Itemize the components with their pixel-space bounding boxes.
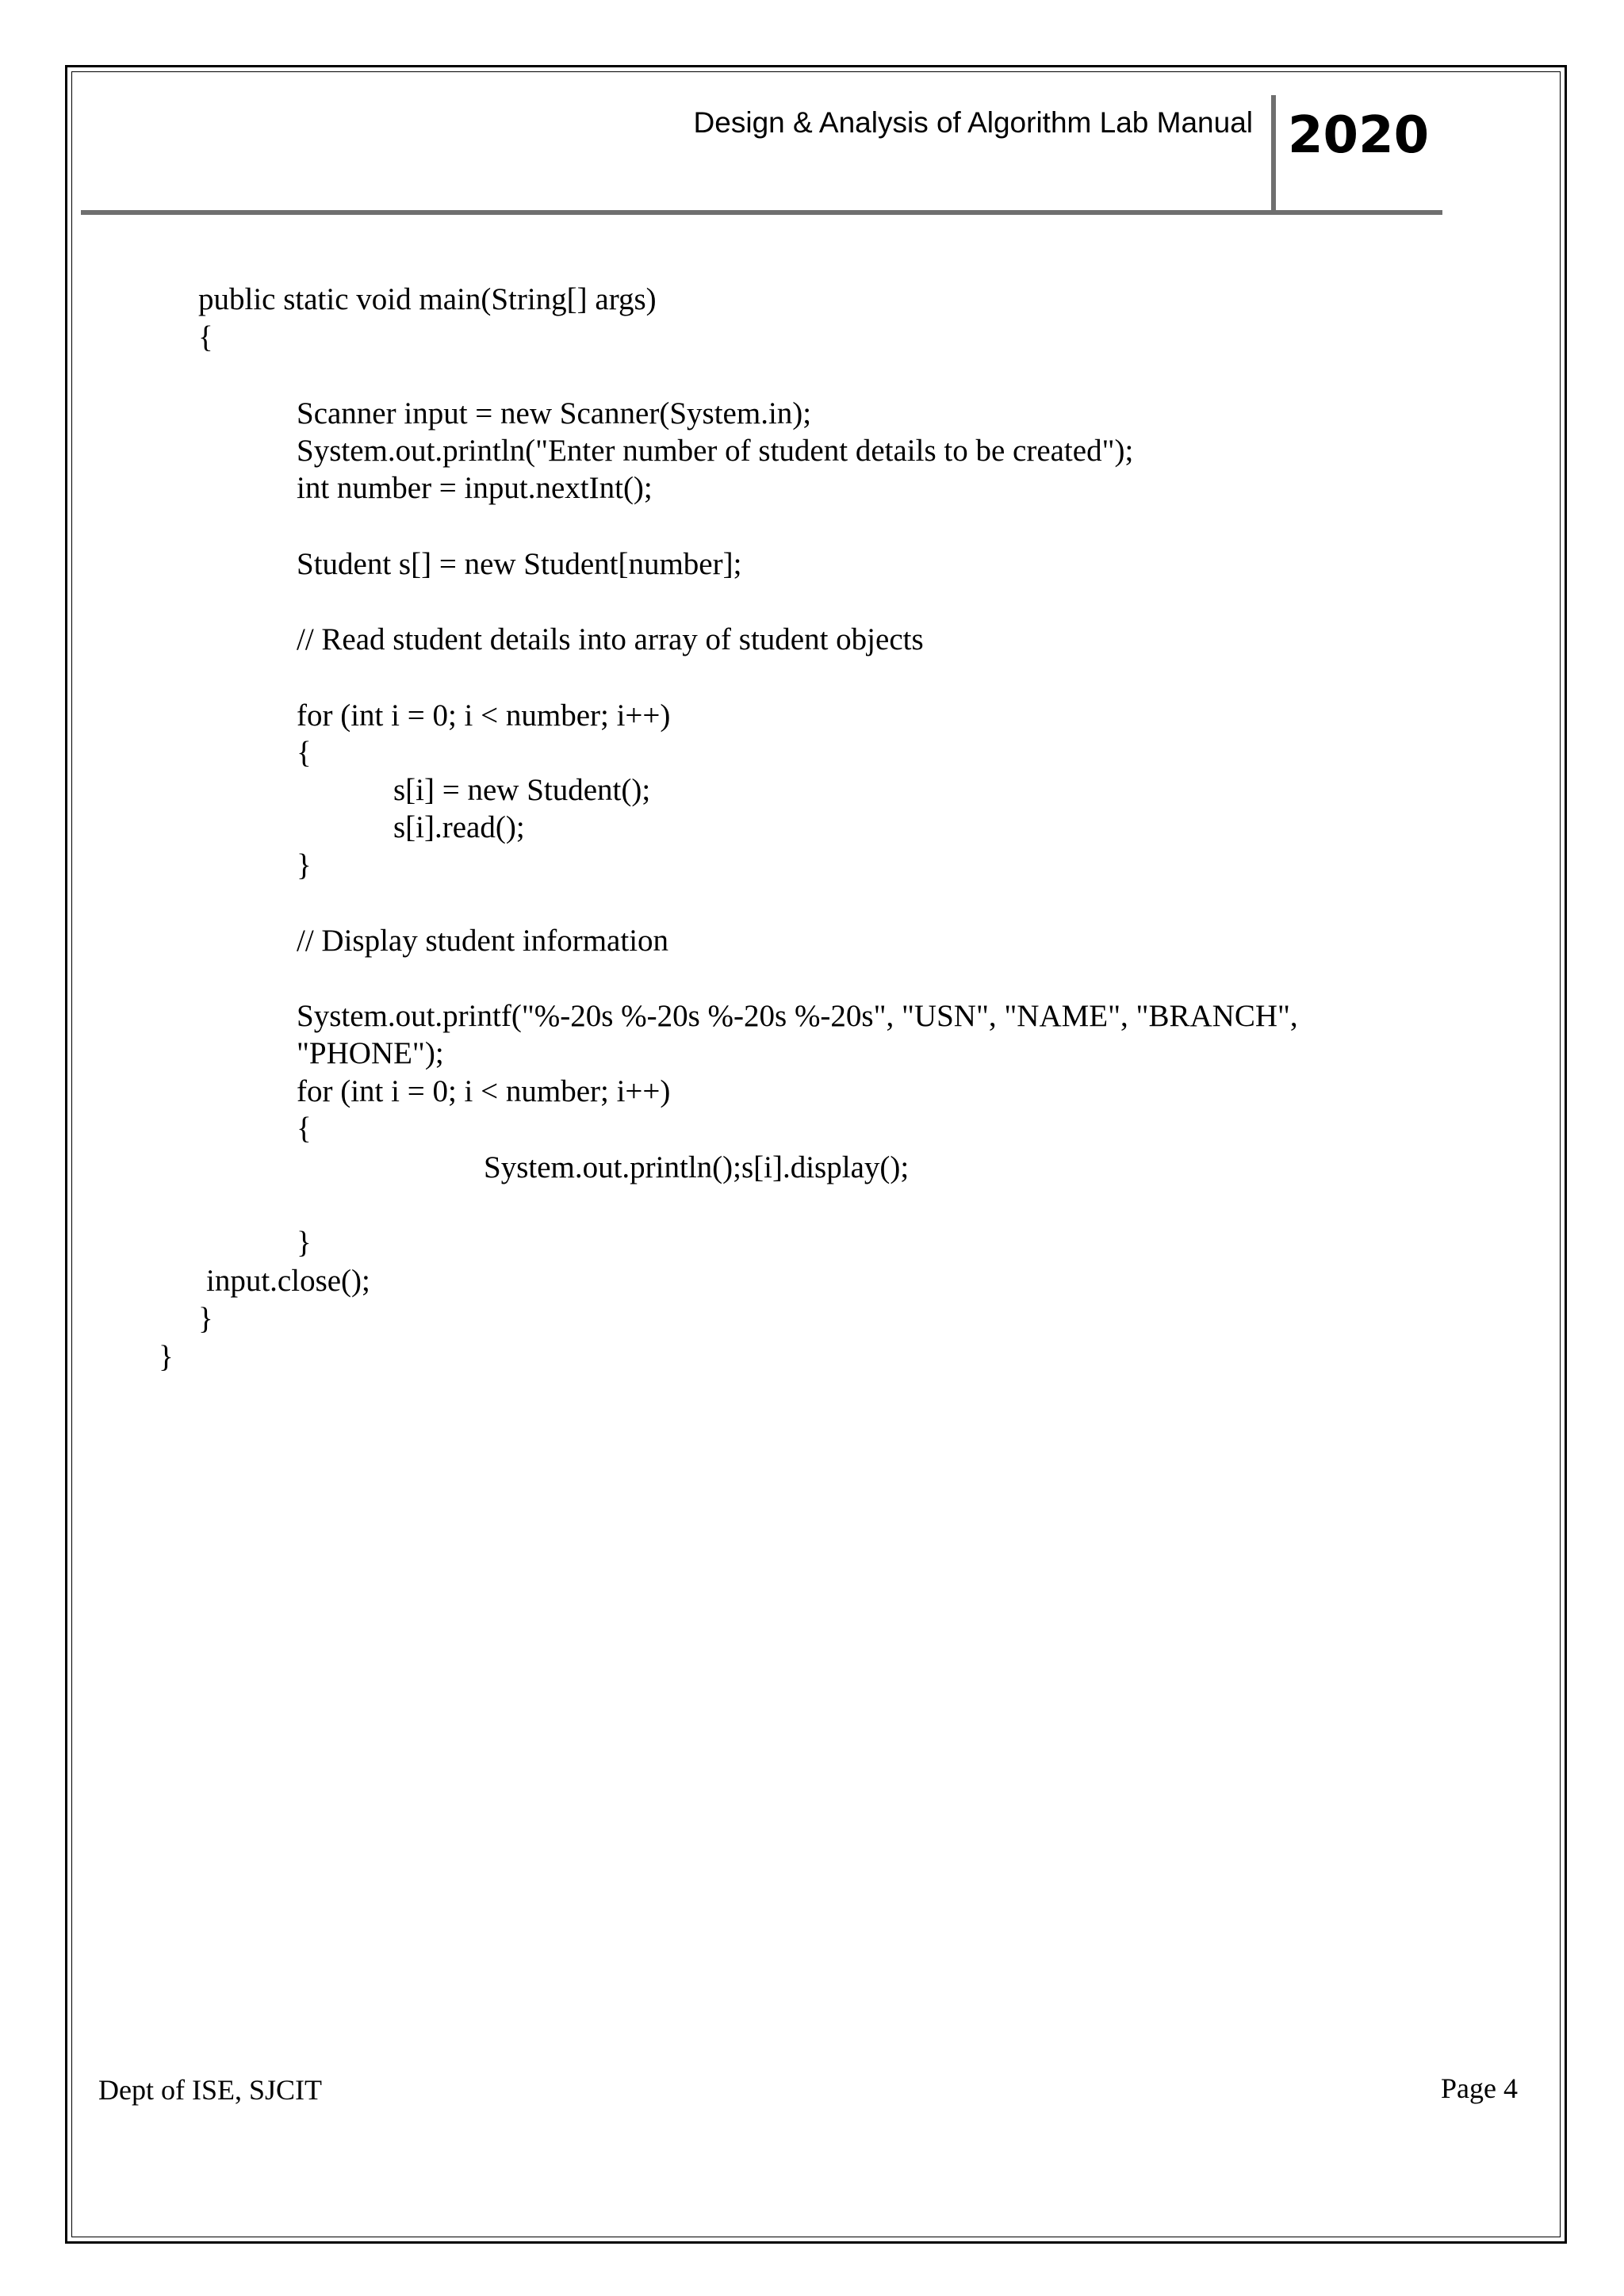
code-line: "PHONE");	[297, 1036, 444, 1070]
code-line: input.close();	[206, 1264, 370, 1298]
code-line: // Display student information	[297, 924, 669, 958]
code-line: {	[198, 320, 213, 354]
code-line: }	[198, 1302, 213, 1336]
code-line: Scanner input = new Scanner(System.in);	[297, 396, 812, 430]
code-line: System.out.println();s[i].display();	[484, 1150, 910, 1184]
footer-department: Dept of ISE, SJCIT	[98, 2074, 322, 2106]
code-line: Student s[] = new Student[number];	[297, 547, 742, 581]
code-line: System.out.println("Enter number of student details to be created");	[297, 434, 1134, 468]
header-divider-horizontal	[81, 210, 1442, 215]
code-line: System.out.printf("%-20s %-20s %-20s %-20s", "USN", "NAME", "BRANCH",	[297, 999, 1298, 1033]
code-line: for (int i = 0; i < number; i++)	[297, 1074, 671, 1108]
header-title: Design & Analysis of Algorithm Lab Manual	[693, 106, 1253, 139]
code-line: {	[297, 736, 312, 770]
code-line: }	[159, 1340, 174, 1374]
code-line: int number = input.nextInt();	[297, 471, 653, 505]
code-line: // Read student details into array of student objects	[297, 622, 924, 656]
code-line: {	[297, 1112, 312, 1146]
code-line: for (int i = 0; i < number; i++)	[297, 698, 671, 733]
footer-page-number: Page 4	[1441, 2072, 1518, 2104]
header-year: 2020	[1288, 106, 1430, 165]
code-line: s[i] = new Student();	[393, 773, 651, 807]
code-line: public static void main(String[] args)	[198, 282, 657, 316]
code-line: s[i].read();	[393, 810, 525, 844]
code-line: }	[297, 848, 312, 882]
header-divider-vertical	[1271, 95, 1276, 211]
code-line: }	[297, 1226, 312, 1260]
